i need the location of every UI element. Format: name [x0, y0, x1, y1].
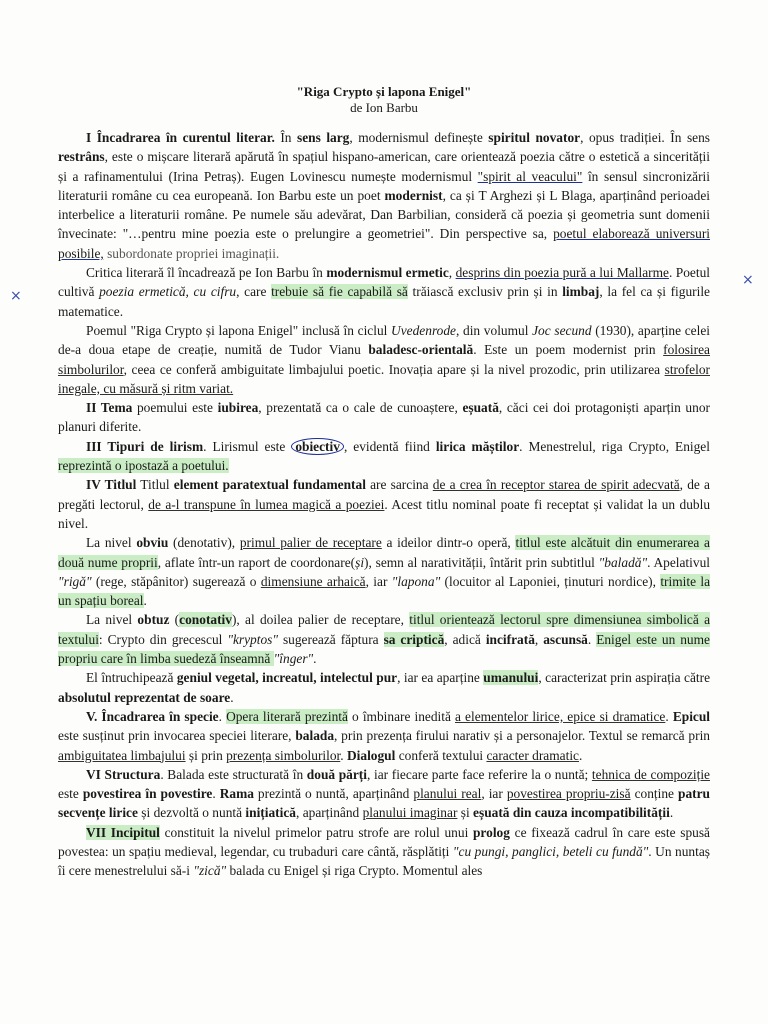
right-margin-mark: × — [742, 272, 754, 288]
paragraph-embodiment: El întruchipează geniul vegetal, increatul, intelectul pur, iar ea aparține umanului, caracterizat prin aspirația către absolutul reprezentat de soare. — [58, 670, 711, 705]
paragraph-lyricism: III Tipuri de lirism. Lirismul este obiectiv , evidentă fiind lirica măștilor. Menestrelul, riga Crypto, Enigel reprezintă o ipostază a poetului. — [58, 438, 710, 474]
paragraph-theme: II Tema poemului este iubirea, prezentată ca o cale de cunoaștere, eșuată, căci cei doi protagoniști aparțin unor planuri diferite. — [58, 400, 710, 435]
document-title: "Riga Crypto și lapona Enigel" — [296, 84, 472, 99]
paragraph-incipit: VII Incipitul constituit la nivelul primelor patru strofe are rolul unui prolog ce fixează cadrul în care este spusă povestea: un spațiu medieval, legendar, cu trubaduri care cântă, răsplătiți "cu pungi, panglici, beteli cu fundă". Un nuntaș îi cere menestrelului să-i "zică" balada cu Enigel și riga Crypto. Momentul ales — [58, 824, 710, 879]
paragraph-context: I Încadrarea în curentul literar. În sens larg, modernismul definește spiritul novator, opus tradiției. În sens restrâns, este o mișcare literară apărută în spațiul hispano-american, care orientează poezia către o estetică a sincerității și a rafinamentului (Irina Petraș). Eugen Lovinescu numește modernismul "spirit al veacului" în sensul sincronizării literaturii române cu cea europeană. Ion Barbu este un poet modernist, ca și T Arghezi și L Blaga, aparținând perioadei interbelice a literaturii române. Pe numele său adevărat, Dan Barbilian, consideră că poezia și geometria sunt domenii învecinate: "…pentru mine poezia este o prelungire a geometriei". Din perspective sa, poetul elaborează universuri posibile, subordonate propriei imaginații. — [58, 130, 711, 261]
paragraph-poem-context: Poemul "Riga Crypto și lapona Enigel" inclusă în ciclul Uvedenrode, din volumul Joc secund (1930), aparține celei de-a doua etape de creație, numită de Tudor Vianu baladesc-orientală. Este un poem modernist prin folosirea simbolurilor, ceea ce conferă ambiguitate limbajului poetic. Inovația apare și la nivel prozodic, prin utilizarea strofelor inegale, cu măsură și ritm variat. — [58, 322, 710, 396]
paragraph-obvious-level: La nivel obviu (denotativ), primul palier de receptare a ideilor dintr-o operă, titlul este alcătuit din enumerarea a două nume proprii, aflate într-un raport de coordonare(și), semn al narativității, întărit prin subtitlul "baladă". Apelativul "rigă" (rege, stăpânitor) sugerează o dimensiune arhaică, iar "lapona" (locuitor al Laponiei, ținuturi nordice), trimite la un spațiu boreal. — [58, 535, 711, 609]
paragraph-structure: VI Structura. Balada este structurată în două părți, iar fiecare parte face referire la o nuntă; tehnica de compoziție este povestirea în povestire. Rama prezintă o nuntă, aparținând planului real, iar povestirea propriu-zisă conține patru secvențe lirice și dezvoltă o nuntă inițiatică, aparținând planului imaginar și eșuată din cauza incompatibilității. — [58, 766, 710, 821]
left-margin-mark: × — [10, 288, 22, 304]
paragraph-criticism: Critica literară îl încadrează pe Ion Barbu în modernismul ermetic, desprins din poezia pură a lui Mallarme. Poetul cultivă poezia ermetică, cu cifru, care trebuie să fie capabilă să trăiască exclusiv prin și in limbaj, la fel ca și figurile matematice. — [58, 265, 710, 319]
paragraph-obtuse-level: La nivel obtuz (conotativ), al doilea palier de receptare, titlul orientează lectorul spre dimensiunea simbolică a textului: Crypto din grecescul "kryptos" sugerează făptura sa criptică, adică incifrată, ascunsă. Enigel este un nume propriu care în limba suedeză înseamnă "înger". — [58, 612, 711, 667]
paragraph-species: V. Încadrarea în specie. Opera literară prezintă o îmbinare inedită a elementelor lirice, epice si dramatice. Epicul este susținut prin invocarea speciei literare, balada, prin prezența firului narativ și a personajelor. Textul se remarcă prin ambiguitatea limbajului și prin prezența simbolurilor. Dialogul conferă textului caracter dramatic. — [58, 708, 711, 763]
paragraph-title: IV Titlul Titlul element paratextual fundamental are sarcina de a crea în receptor starea de spirit adecvată, de a pregăti lectorul, de a-l transpune în lumea magică a poeziei. Acest titlu nominal poate fi receptat și validat la un dublu nivel. — [58, 477, 711, 531]
document-author: de Ion Barbu — [350, 100, 418, 115]
